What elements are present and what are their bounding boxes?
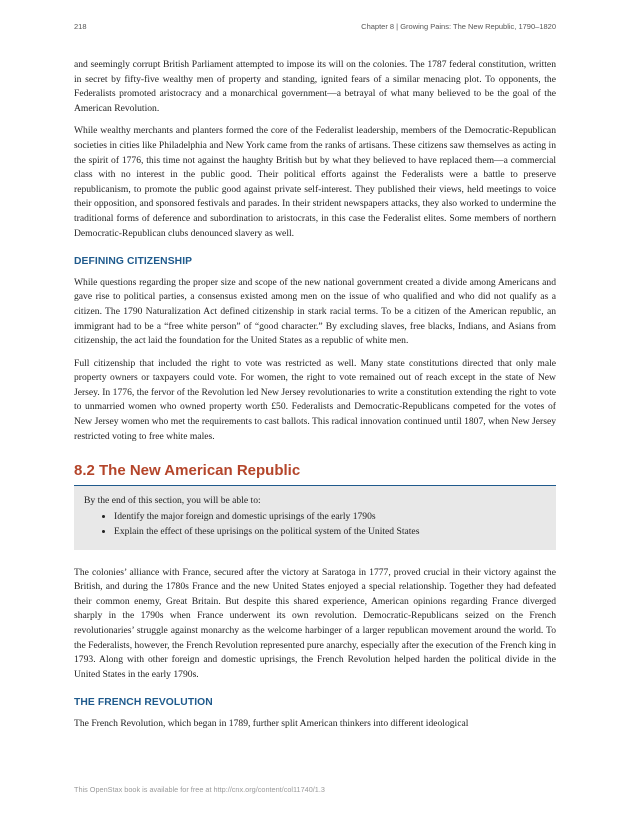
paragraph: Full citizenship that included the right to vote was restricted as well. Many state constitutions directed that only male property owners or taxpayers could vote. For women, the right to vote remained out of reach except in the state of New Jersey. In 1776, the fervor of the Revolution led New Jersey revolutionaries to write a constitution extending the right to vote to unmarried women who owned property worth £50. Federalists and Democratic-Republicans competed for the votes of New Jersey women who met the requirements to cast ballots. This radical innovation continued until 1807, when New Jersey restricted voting to free white males. (74, 357, 556, 442)
section-title: 8.2 The New American Republic (74, 462, 301, 480)
objective-item: • Identify the major foreign and domestic uprisings of the early 1790s (114, 510, 546, 525)
paragraph: While questions regarding the proper size and scope of the new national government created a divide among Americans and gave rise to political parties, a consensus existed among men on the issue of who qualified and who did not qualify as a citizen. The 1790 Naturalization Act defined citizenship in stark racial terms. To be a citizen of the American republic, an immigrant had to be a “free white person” of “good character.” By excluding slaves, free blacks, Indians, and Asians from citizenship, the act laid the foundation for the United States as a republic of white men. (74, 276, 556, 347)
subheading-defining-citizenship: DEFINING CITIZENSHIP (74, 256, 193, 268)
learning-objectives-box (74, 486, 556, 550)
running-header: Chapter 8 | Growing Pains: The New Republic, 1790–1820 (361, 22, 556, 31)
objectives-intro: By the end of this section, you will be able to: (84, 494, 261, 506)
page-content (74, 58, 556, 740)
objectives-list (84, 510, 546, 539)
paragraph: While wealthy merchants and planters formed the core of the Federalist leadership, members of the Democratic-Republican societies in cities like Philadelphia and New York came from the ranks of artisans. These citizens saw themselves as acting in the spirit of 1776, this time not against the haughty British but by what they believed to have replaced them—a commercial class with no interest in the public good. Their political efforts against the Federalists were a battle to preserve republicanism, to promote the public good against private self-interest. They published their views, held meetings to voice their opposition, and sponsored festivals and parades. In their strident newspapers attacks, they also worked to undermine the traditional forms of deference and subordination to aristocrats, in this case the Federalist elites. Some members of northern Democratic-Republican clubs denounced slavery as well. (74, 125, 556, 239)
subheading-french-revolution: THE FRENCH REVOLUTION (74, 697, 213, 709)
paragraph: The colonies’ alliance with France, secured after the victory at Saratoga in 1777, proved crucial in their victory against the British, and during the 1780s France and the new United States enjoyed a special relationship. Together they had defeated their common enemy, Great Britain. But despite this shared experience, American opinions regarding France diverged sharply in the 1790s when France underwent its own revolution. Democratic-Republicans seized on the French revolutionaries’ struggle against monarchy as the welcome harbinger of a larger republican movement around the world. To the Federalists, however, the French Revolution represented pure anarchy, especially after the execution of the French king in 1793. Along with other foreign and domestic uprisings, the French Revolution helped harden the political divide in the United States in the early 1790s. (74, 566, 556, 680)
page-number: 218 (74, 22, 87, 31)
objective-item: • Explain the effect of these uprisings on the political system of the United States (114, 525, 546, 540)
footer-note: This OpenStax book is available for free at http://cnx.org/content/col11740/1.3 (74, 785, 325, 794)
paragraph: The French Revolution, which began in 1789, further split American thinkers into different ideological (74, 717, 469, 729)
paragraph: and seemingly corrupt British Parliament attempted to impose its will on the colonies. The 1787 federal constitution, written in secret by fifty-five wealthy men of property and standing, ignited fears of a similar menacing plot. To opponents, the Federalists promoted aristocracy and a monarchical government—a betrayal of what many believed to be the goal of the American Revolution. (74, 59, 556, 114)
